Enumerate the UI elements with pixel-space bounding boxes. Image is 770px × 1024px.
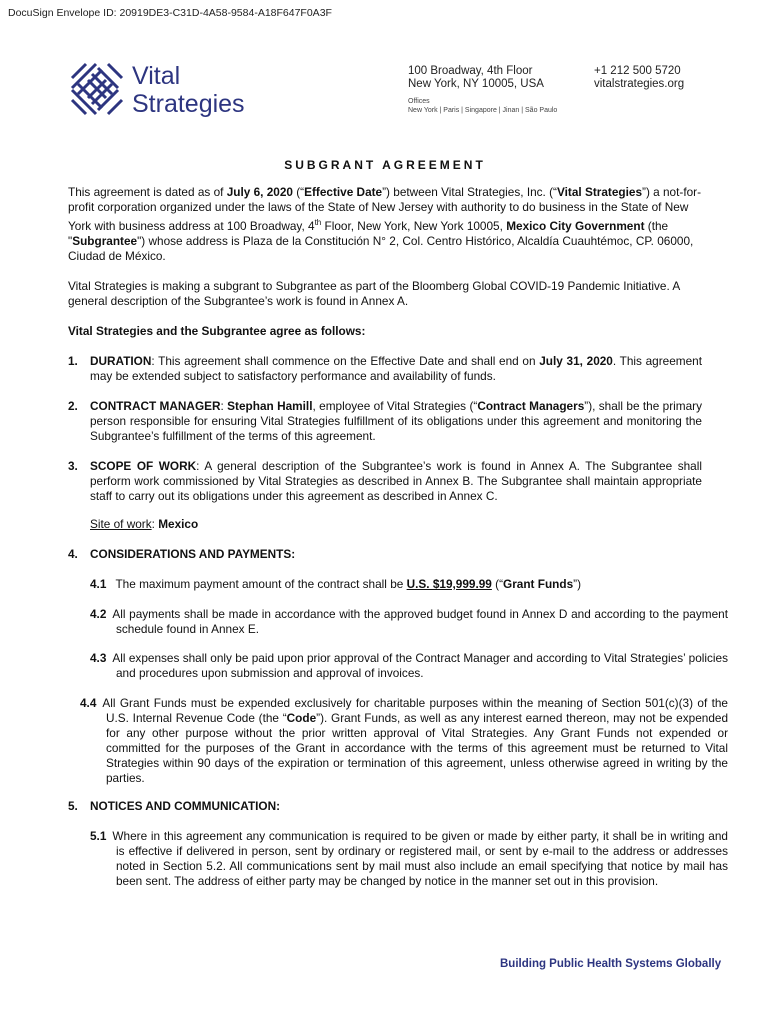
offices-list: New York | Paris | Singapore | Jinan | São Paulo [408,107,558,114]
clause-4-2: 4.2 All payments shall be made in accordance with the approved budget found in Annex D and according to the payment schedule found in Annex E. [90,607,728,636]
address-line1: 100 Broadway, 4th Floor [408,65,533,77]
section-5-heading: NOTICES AND COMMUNICATION: [90,799,281,813]
section-5-number: 5. [68,799,78,813]
website-link[interactable]: vitalstrategies.org [594,78,685,90]
document-title: SUBGRANT AGREEMENT [284,158,486,172]
clause-4-3: 4.3 All expenses shall only be paid upon prior approval of the Contract Manager and according to Vital Strategies’ policies and procedures upon submission and approval of invoices. [90,651,728,680]
section-2-number: 2. [68,399,78,413]
intro-paragraph: This agreement is dated as of July 6, 2020 (“Effective Date”) between Vital Strategies, Inc. (“Vital Strategies”) a not-for-profit corporation organized under the laws of the State of New Jersey with authority to do business in the State of New York with business address at 100 Broadway, 4th Floor, New York, New York 10005, Mexico City Government (the "Subgrantee") whose address is Plaza de la Constitución N° 2, Col. Centro Histórico, Alcaldía Cuauhtémoc, CP. 06000, Ciudad de México. [68,185,702,263]
docusign-envelope-id: DocuSign Envelope ID: 20919DE3-C31D-4A58-9584-A18F647F0A3F [8,7,332,19]
header-offices [408,97,557,115]
section-4-heading: CONSIDERATIONS AND PAYMENTS: [90,547,296,561]
purpose-paragraph: Vital Strategies is making a subgrant to Subgrantee as part of the Bloomberg Global COVID-19 Pandemic Initiative. A general description of the Subgrantee’s work is found in Annex A. [68,279,680,308]
logo-text-line1: Vital [132,62,181,90]
header-contact [594,65,684,91]
section-2-contract-manager: CONTRACT MANAGER: Stephan Hamill, employee of Vital Strategies (“Contract Managers”), shall be the primary person responsible for ensuring Vital Strategies fulfillment of its obligations under this agreement and monitoring the Subgrantee’s fulfillment of the terms of this agreement. [90,399,702,443]
clause-4-1: 4.1 The maximum payment amount of the contract shall be U.S. $19,999.99 (“Grant Funds”) [90,577,581,591]
footer-tagline: Building Public Health Systems Globally [500,958,722,970]
section-4-number: 4. [68,547,78,561]
clause-5-1: 5.1 Where in this agreement any communication is required to be given or made by either party, it shall be in writing and is effective if delivered in person, sent by ordinary or registered mail, or sent by e-mail to the address or addresses noted in Section 5.2. All communications sent by mail must also include an email specifying that notice by mail has been sent. The address of either party may be changed by notice in the manner set out in this provision. [90,829,728,888]
logo-text-line2: Strategies [132,90,245,118]
logo-mark-icon [66,58,128,120]
phone-number: +1 212 500 5720 [594,65,681,77]
section-3-scope-of-work: SCOPE OF WORK: A general description of the Subgrantee’s work is found in Annex A. The Subgrantee shall perform work commissioned by Vital Strategies as described in Annex B. The Subgrantee shall maintain appropriate staff to carry out its obligations under this agreement as described in Annex C. [90,459,702,503]
offices-label: Offices [408,98,430,105]
section-1-number: 1. [68,354,78,368]
agree-heading: Vital Strategies and the Subgrantee agree as follows: [68,324,366,338]
header-address [408,65,544,91]
section-3-number: 3. [68,459,78,473]
clause-4-4: 4.4 All Grant Funds must be expended exclusively for charitable purposes within the meaning of Section 501(c)(3) of the U.S. Internal Revenue Code (the “Code”). Grant Funds, as well as any interest earned thereon, may not be expended for any other purpose without the prior written approval of Vital Strategies. Any Grant Funds not expended or committed for the purposes of the Grant in accordance with the terms of this agreement must be returned to Vital Strategies within 90 days of the expiration or termination of this agreement, unless otherwise agreed in writing by the parties. [80,696,729,785]
section-1-duration: DURATION: This agreement shall commence on the Effective Date and shall end on July 31, 2020. This agreement may be extended subject to satisfactory performance and availability of funds. [90,354,702,383]
site-of-work: Site of work: Mexico [90,517,199,531]
address-line2: New York, NY 10005, USA [408,78,544,90]
vital-strategies-logo [66,58,266,124]
